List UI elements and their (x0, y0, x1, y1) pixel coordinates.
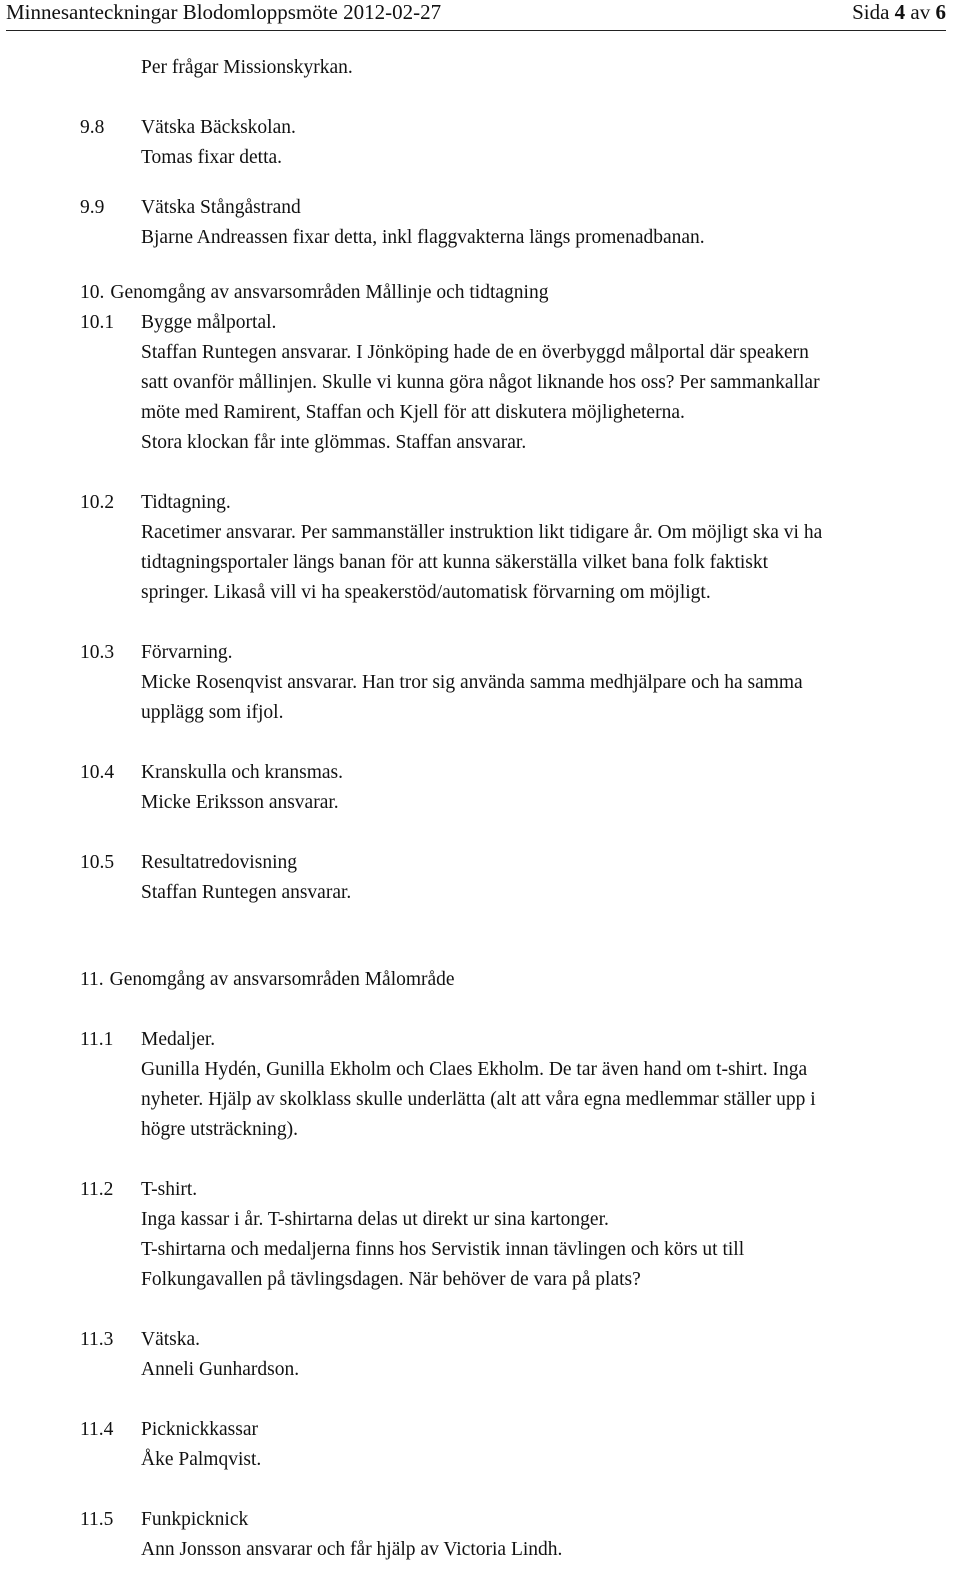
line-text: Vätska Stångåstrand (141, 197, 301, 218)
line-text: Per frågar Missionskyrkan. (141, 57, 353, 78)
section-number: 11.5 (80, 1509, 114, 1530)
section-number: 11.4 (80, 1419, 114, 1440)
line-text (80, 968, 455, 992)
page-header (6, 0, 946, 31)
line-text: satt ovanför mållinjen. Skulle vi kunna göra något liknande hos oss? Per sammankallar (141, 372, 820, 393)
line-text: Micke Rosenqvist ansvarar. Han tror sig använda samma medhjälpare och ha samma (141, 672, 803, 693)
line-text: Inga kassar i år. T-shirtarna delas ut direkt ur sina kartonger. (141, 1209, 609, 1230)
line-text: Funkpicknick (141, 1509, 249, 1530)
line-text: Kranskulla och kransmas. (141, 762, 343, 783)
line-text: Bjarne Andreassen fixar detta, inkl flaggvakterna längs promenadbanan. (141, 227, 705, 248)
line-text: Stora klockan får inte glömmas. Staffan ansvarar. (141, 432, 527, 453)
section-number: 11. (80, 969, 104, 990)
line-text: Bygge målportal. (141, 312, 277, 333)
line-text: springer. Likaså vill vi ha speakerstöd/automatisk förvarning om möjligt. (141, 582, 711, 603)
line-text: Ann Jonsson ansvarar och får hjälp av Victoria Lindh. (141, 1539, 563, 1560)
section-title: Genomgång av ansvarsområden Målområde (109, 969, 455, 990)
line-text: Anneli Gunhardson. (141, 1359, 300, 1380)
line-text: Förvarning. (141, 642, 233, 663)
line-text: tidtagningsportaler längs banan för att kunna säkerställa vilket bana folk faktiskt (141, 552, 769, 573)
line-text: Gunilla Hydén, Gunilla Ekholm och Claes Ekholm. De tar även hand om t-shirt. Inga (141, 1059, 808, 1080)
line-text: Vätska. (141, 1329, 201, 1350)
section-number: 9.9 (80, 197, 105, 218)
section-number: 10. (80, 282, 105, 303)
line-text: Staffan Runtegen ansvarar. (141, 882, 352, 903)
line-text: Micke Eriksson ansvarar. (141, 792, 339, 813)
line-text: Medaljer. (141, 1029, 216, 1050)
line-text: Tomas fixar detta. (141, 147, 283, 168)
page-number: Sida 4 av 6 (852, 0, 946, 24)
line-text: Resultatredovisning (141, 852, 297, 873)
section-number: 10.4 (80, 762, 115, 783)
section-number: 10.5 (80, 852, 115, 873)
section-number: 11.3 (80, 1329, 114, 1350)
section-number: 9.8 (80, 117, 105, 138)
section-number: 10.1 (80, 312, 115, 333)
section-number: 11.1 (80, 1029, 114, 1050)
section-number: 10.2 (80, 492, 115, 513)
line-text: Tidtagning. (141, 492, 231, 513)
line-text: T-shirt. (141, 1179, 198, 1200)
line-text: Vätska Bäckskolan. (141, 117, 296, 138)
document-title: Minnesanteckningar Blodomloppsmöte 2012-02-27 (6, 0, 442, 24)
line-text: T-shirtarna och medaljerna finns hos Servistik innan tävlingen och körs ut till (141, 1239, 745, 1260)
line-text: Folkungavallen på tävlingsdagen. När behöver de vara på plats? (141, 1269, 641, 1290)
line-text: Picknickkassar (141, 1419, 258, 1440)
line-text: Racetimer ansvarar. Per sammanställer instruktion likt tidigare år. Om möjligt ska vi ha (141, 522, 823, 543)
line-text: möte med Ramirent, Staffan och Kjell för att diskutera möjligheterna. (141, 402, 685, 423)
line-text (80, 281, 548, 305)
line-text: nyheter. Hjälp av skolklass skulle underlätta (alt att våra egna medlemmar ställer upp i (141, 1089, 816, 1110)
line-text: högre utsträckning). (141, 1119, 299, 1140)
line-text: Staffan Runtegen ansvarar. I Jönköping hade de en överbyggd målportal där speakern (141, 342, 809, 363)
line-text: Åke Palmqvist. (141, 1449, 262, 1470)
section-title: Genomgång av ansvarsområden Mållinje och tidtagning (110, 282, 549, 303)
line-text: upplägg som ifjol. (141, 702, 284, 723)
section-number: 11.2 (80, 1179, 114, 1200)
section-number: 10.3 (80, 642, 115, 663)
